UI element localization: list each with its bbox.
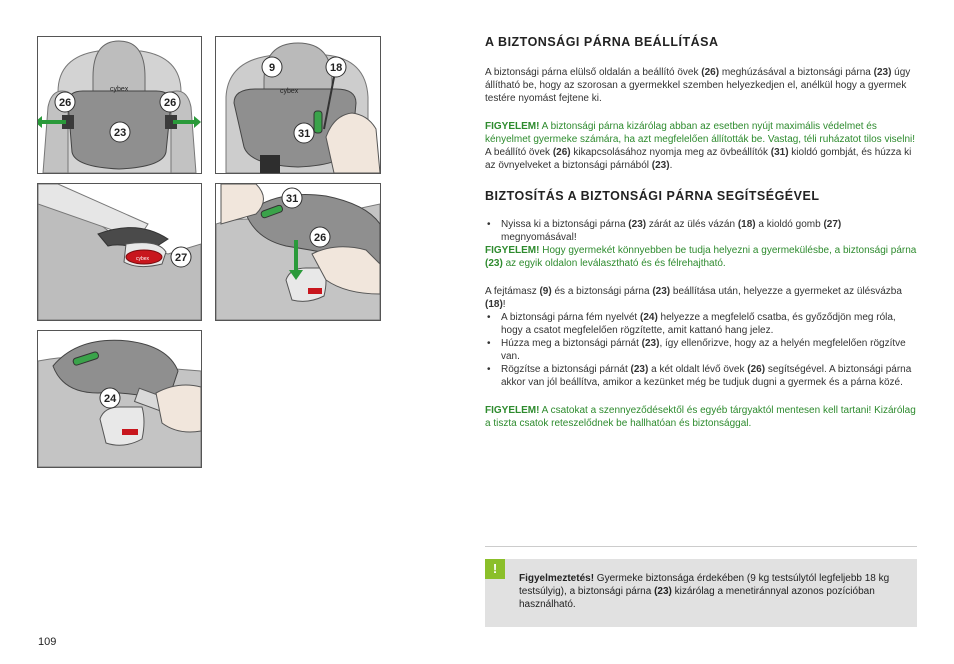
- seat-front-drawing: [38, 37, 201, 173]
- brand-logo: cybex: [110, 86, 129, 93]
- illustration-detach-tongue: [215, 183, 381, 321]
- list-steps: [485, 311, 917, 389]
- callout-27: 27: [175, 252, 188, 264]
- callout-31: 31: [286, 193, 299, 205]
- section-title-secure: BIZTOSÍTÁS A BIZTONSÁGI PÁRNA SEGÍTSÉGÉVEL: [485, 189, 820, 203]
- paragraph-release: A beállító övek (26) kikapcsolásához nyomja meg az övbeállítók (31) kioldó gombját, és húzza ki az övnyelveket a biztonsági párnából (23).: [485, 147, 912, 171]
- illustration-insert-tongue: [37, 330, 202, 468]
- callout-9: 9: [269, 62, 276, 74]
- detach-tongue-drawing: [216, 184, 380, 320]
- illustration-release-button: [37, 183, 202, 321]
- release-button-icon: [314, 111, 322, 133]
- button-brand-text: cybex: [136, 256, 150, 262]
- list-item: • A biztonsági párna fém nyelvét (24) helyezze a megfelelő csatba, és győződjön meg róla, hogy a csatot megfelelően rögzítette, amit kattanó hang jelez.: [501, 311, 917, 337]
- insert-tongue-drawing: [38, 331, 201, 467]
- illustration-adjust-straps: [37, 36, 202, 174]
- callout-18: 18: [330, 62, 343, 74]
- list-open: [485, 218, 917, 244]
- callout-24: 24: [104, 393, 117, 405]
- warning-clean: FIGYELEM! A csatokat a szennyeződésektől és egyéb tárgyaktól mentesen kell tartani! Kizárólag a tiszta csatok reteszelődnek be hallhatóan és biztonsággal.: [485, 405, 916, 429]
- callout-31: 31: [298, 128, 311, 140]
- warning-detach: FIGYELEM! Hogy gyermekét könnyebben be tudja helyezni a gyermekülésbe, a biztonsági párna (23) az egyik oldalon leválasztható és és félrehajtható.: [485, 245, 917, 269]
- illustration-release-straps: [215, 36, 381, 174]
- release-button-drawing: [38, 184, 201, 320]
- warning-box: [485, 559, 917, 627]
- callout-26: 26: [314, 232, 327, 244]
- section-title-adjust: A BIZTONSÁGI PÁRNA BEÁLLÍTÁSA: [485, 35, 719, 49]
- callout-26-left: 26: [59, 97, 72, 109]
- list-item: • Rögzítse a biztonsági párnát (23) a két oldalt lévő övek (26) segítségével. A biztonsági párna akkor van jól beállítva, amikor a kezünket még be tudjuk dugni a gyermek és a párna közé.: [501, 363, 917, 389]
- warning-adjust: FIGYELEM! A biztonsági párna kizárólag abban az esetben nyújt maximális védelmet és kényelmet gyermeke számára, ha azt megfelelően állították be. Vastag, téli ruházatot tilos viselni!: [485, 121, 916, 145]
- paragraph-place-child: A fejtámasz (9) és a biztonsági párna (23) beállítása után, helyezze a gyermeket az ülésvázba (18)!: [485, 286, 902, 310]
- brand-logo: cybex: [280, 88, 299, 95]
- warning-box-text: Figyelmeztetés! Gyermeke biztonsága érdekében (9 kg testsúlytól legfeljebb 18 kg testsúlyig), a biztonsági párna (23) kizárólag a menetiránnyal azonos pozícióban használható.: [519, 573, 890, 610]
- callout-23: 23: [114, 127, 127, 139]
- text-column: [485, 36, 917, 430]
- callout-26-right: 26: [164, 97, 177, 109]
- divider: [485, 546, 917, 547]
- seat-release-drawing: [216, 37, 380, 173]
- list-item: • Nyissa ki a biztonsági párna (23) zárát az ülés vázán (18) a kioldó gomb (27) megnyomásával!: [501, 218, 917, 244]
- page-number: 109: [38, 636, 57, 648]
- paragraph-adjust: A biztonsági párna elülső oldalán a beállító övek (26) meghúzásával a biztonsági párna (23) úgy állítható be, hogy az szorosan a gyermekkel szemben helyezkedjen el, anélkül hogy a gyermek testére nyomást fejtene ki.: [485, 67, 911, 104]
- list-item: • Húzza meg a biztonsági párnát (23), így ellenőrizve, hogy az a helyén megfelelően rögzítve van.: [501, 337, 917, 363]
- exclamation-icon: !: [485, 559, 505, 579]
